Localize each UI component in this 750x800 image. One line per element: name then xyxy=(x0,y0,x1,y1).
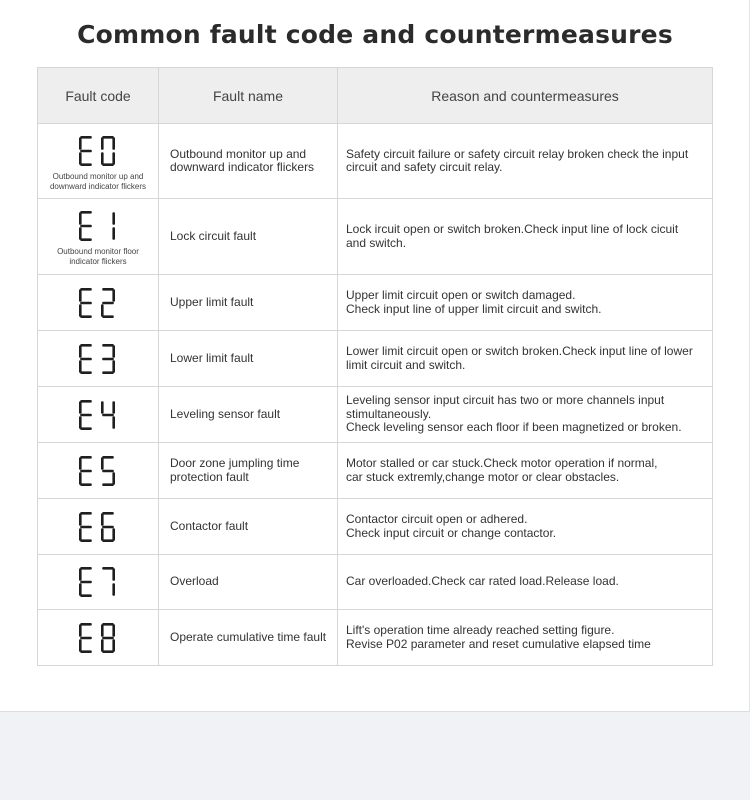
segment xyxy=(112,152,115,165)
fault-code-cell xyxy=(38,331,159,387)
segment xyxy=(79,568,82,581)
segment xyxy=(79,360,82,373)
page-title: Common fault code and countermeasures xyxy=(77,20,673,49)
segment xyxy=(80,413,92,416)
fault-reason: Safety circuit failure or safety circuit relay broken check the input circuit and safety circuit relay. xyxy=(338,124,713,199)
segment xyxy=(101,528,104,541)
segment xyxy=(80,238,92,241)
fault-name: Door zone jumpling time protection fault xyxy=(159,443,338,499)
fault-code-cell xyxy=(38,610,159,666)
seven-segment-code xyxy=(73,507,123,547)
segment xyxy=(101,152,104,165)
seven-segment-code xyxy=(73,451,123,491)
segment xyxy=(102,357,114,360)
segment xyxy=(80,483,92,486)
table-row xyxy=(38,387,713,443)
fault-reason: Upper limit circuit open or switch damaged. Check input line of upper limit circuit and switch. xyxy=(338,275,713,331)
seven-segment-code xyxy=(73,618,123,658)
segment xyxy=(102,483,114,486)
segment xyxy=(79,345,82,358)
fault-reason: Contactor circuit open or adhered. Check input circuit or change contactor. xyxy=(338,499,713,555)
segment xyxy=(112,416,115,429)
fault-name: Outbound monitor up and downward indicator flickers xyxy=(159,124,338,199)
segment xyxy=(80,357,92,360)
fault-code-cell xyxy=(38,443,159,499)
fault-name: Overload xyxy=(159,555,338,610)
segment xyxy=(112,639,115,652)
segment xyxy=(101,513,104,526)
segment xyxy=(112,583,115,596)
fault-name: Operate cumulative time fault xyxy=(159,610,338,666)
fault-reason: Lock ircuit open or switch broken.Check input line of lock cicuit and switch. xyxy=(338,199,713,275)
segment xyxy=(80,400,92,403)
segment xyxy=(102,371,114,374)
fault-name: Lock circuit fault xyxy=(159,199,338,275)
bottom-background xyxy=(0,712,750,800)
segment xyxy=(112,289,115,302)
segment xyxy=(80,623,92,626)
header-fault-code: Fault code xyxy=(38,68,159,124)
fault-name: Upper limit fault xyxy=(159,275,338,331)
segment xyxy=(101,457,104,470)
segment xyxy=(102,539,114,542)
table-row xyxy=(38,610,713,666)
table-row xyxy=(38,499,713,555)
table-row xyxy=(38,555,713,610)
segment xyxy=(102,301,114,304)
segment xyxy=(80,301,92,304)
segment xyxy=(102,650,114,653)
segment xyxy=(112,624,115,637)
segment xyxy=(79,401,82,414)
segment xyxy=(80,225,92,228)
fault-code-cell xyxy=(38,275,159,331)
header-fault-name: Fault name xyxy=(159,68,338,124)
fault-name: Contactor fault xyxy=(159,499,338,555)
segment xyxy=(102,413,114,416)
segment xyxy=(102,288,114,291)
seven-segment-code xyxy=(73,283,123,323)
fault-code-cell xyxy=(38,124,159,199)
segment xyxy=(112,568,115,581)
fault-name: Lower limit fault xyxy=(159,331,338,387)
segment xyxy=(80,636,92,639)
segment xyxy=(80,581,92,584)
segment xyxy=(112,212,115,225)
segment xyxy=(112,472,115,485)
segment xyxy=(112,360,115,373)
segment xyxy=(80,211,92,214)
fault-code-cell xyxy=(38,499,159,555)
segment xyxy=(79,457,82,470)
segment xyxy=(79,304,82,317)
seven-segment-code xyxy=(73,339,123,379)
segment xyxy=(79,472,82,485)
segment xyxy=(102,136,114,139)
segment xyxy=(80,163,92,166)
seven-segment-code xyxy=(73,206,123,246)
segment xyxy=(102,315,114,318)
segment xyxy=(79,583,82,596)
seven-segment-code xyxy=(73,562,123,602)
table-row xyxy=(38,331,713,387)
segment xyxy=(80,539,92,542)
segment xyxy=(112,401,115,414)
segment xyxy=(112,528,115,541)
segment xyxy=(80,567,92,570)
table-row xyxy=(38,275,713,331)
fault-name: Leveling sensor fault xyxy=(159,387,338,443)
fault-reason: Lift's operation time already reached setting figure. Revise P02 parameter and reset cumulative elapsed time xyxy=(338,610,713,666)
fault-code-table xyxy=(37,67,713,666)
segment xyxy=(102,636,114,639)
segment xyxy=(112,137,115,150)
fault-code-cell xyxy=(38,199,159,275)
fault-reason: Car overloaded.Check car rated load.Release load. xyxy=(338,555,713,610)
segment xyxy=(80,315,92,318)
segment xyxy=(79,152,82,165)
segment xyxy=(80,512,92,515)
segment xyxy=(102,512,114,515)
segment xyxy=(80,427,92,430)
segment xyxy=(80,594,92,597)
segment xyxy=(102,469,114,472)
seven-segment-code xyxy=(73,131,123,171)
segment xyxy=(101,137,104,150)
segment xyxy=(112,345,115,358)
segment xyxy=(79,513,82,526)
segment xyxy=(80,371,92,374)
segment xyxy=(101,639,104,652)
segment xyxy=(80,344,92,347)
segment xyxy=(112,227,115,240)
fault-reason: Leveling sensor input circuit has two or more channels input stimultaneously. Check leveling sensor each floor if been magnetized or broken. xyxy=(338,387,713,443)
table-header-row xyxy=(38,68,713,124)
header-reason: Reason and countermeasures xyxy=(338,68,713,124)
segment xyxy=(101,401,104,414)
segment xyxy=(102,525,114,528)
segment xyxy=(102,567,114,570)
segment xyxy=(101,624,104,637)
segment xyxy=(79,289,82,302)
segment xyxy=(79,137,82,150)
segment xyxy=(80,650,92,653)
segment xyxy=(79,227,82,240)
segment xyxy=(79,528,82,541)
table-row xyxy=(38,199,713,275)
segment xyxy=(102,456,114,459)
segment xyxy=(101,304,104,317)
segment xyxy=(80,149,92,152)
segment xyxy=(79,639,82,652)
fault-reason: Lower limit circuit open or switch broken.Check input line of lower limit circuit and switch. xyxy=(338,331,713,387)
seven-segment-code xyxy=(73,395,123,435)
segment xyxy=(79,416,82,429)
code-caption: Outbound monitor up and downward indicator flickers xyxy=(49,171,147,191)
table-row xyxy=(38,443,713,499)
table-row xyxy=(38,124,713,199)
fault-code-cell xyxy=(38,555,159,610)
segment xyxy=(80,288,92,291)
code-caption: Outbound monitor floor indicator flickers xyxy=(57,247,139,266)
segment xyxy=(102,344,114,347)
segment xyxy=(80,469,92,472)
segment xyxy=(80,136,92,139)
segment xyxy=(79,212,82,225)
fault-code-cell xyxy=(38,387,159,443)
segment xyxy=(80,456,92,459)
segment xyxy=(79,624,82,637)
segment xyxy=(80,525,92,528)
fault-reason: Motor stalled or car stuck.Check motor operation if normal, car stuck extremly,change motor or clear obstacles. xyxy=(338,443,713,499)
segment xyxy=(102,163,114,166)
segment xyxy=(102,623,114,626)
